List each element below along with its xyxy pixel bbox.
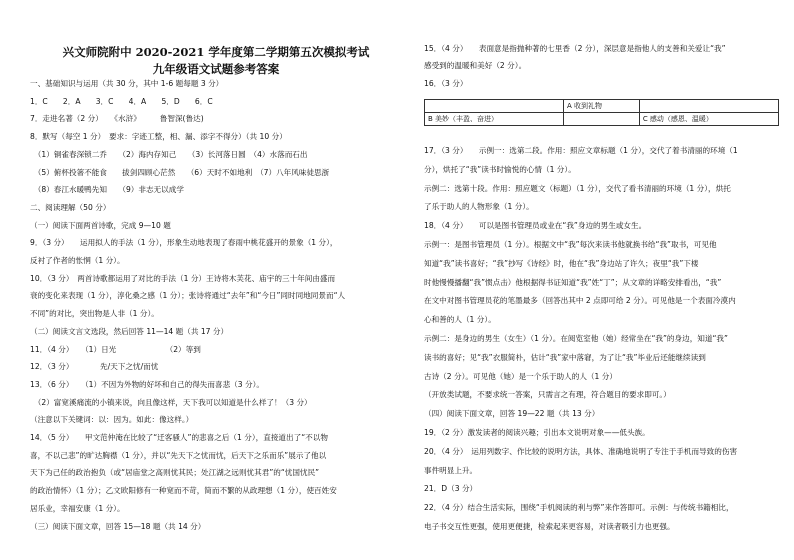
answer-text-line: （8）春江水暖鸭先知 （9）非志无以成学 xyxy=(30,185,184,195)
answer-text-line: （二）阅读文言文选段，然后回答 11—14 题（共 17 分） xyxy=(30,326,229,336)
answer-table-16 xyxy=(424,99,779,126)
table-row xyxy=(425,100,779,113)
answer-text-line: 了乐于助人的人物形象（1 分）。 xyxy=(424,202,534,212)
answer-text-line: 15．（4 分） 表面意是指抛种著的七里香（2 分），深层意是指他人的支善和关爱让“我” xyxy=(424,44,726,53)
table-row xyxy=(425,113,779,126)
answer-text-line: 22．（4 分）结合生活实际，围绕“手机阅读的利与弊”来作答即可。示例：与传统书籍相比， xyxy=(424,503,734,513)
answer-text-line: 17．（3 分） 示例一：选第二段。作用：照应文章标题（1 分），交代了着书清丽的环境（1 xyxy=(424,146,738,155)
table-cell: B 美妙（丰盈、奋进） xyxy=(425,113,564,126)
answer-text-line: （四）阅读下面文章，回答 19—22 题（共 13 分） xyxy=(424,409,600,419)
answer-text-line: （5）俯杯投箸不能食 拔剑四顾心茫然 （6）天时不如地利 （7）八年风味徒思浙 xyxy=(30,167,330,177)
answer-text-line: （一）阅读下面两首诗歌，完成 9—10 题 xyxy=(30,220,171,230)
answer-text-line: 10．（3 分） 两首诗歌都运用了对比的手法（1 分）王诗将木芙花、庙宇的三十年间由盛而 xyxy=(30,273,336,283)
answer-text-line: 21．D（3 分） xyxy=(424,484,478,494)
answer-text-line: 二、阅读理解（50 分） xyxy=(30,202,111,212)
answer-text-line: （2）富宽溪痛流的小镇来说，向且像这样，天下我可以知道是什么样了！（3 分） xyxy=(30,397,312,407)
answer-text-line: 天下为己任的政治抱负（或“居庙堂之高则忧其民；处江湖之远则忧其君”的“忧国忧民” xyxy=(30,468,320,478)
answer-text-line: 分），烘托了“我”读书时愉悦的心情（1 分）。 xyxy=(424,164,576,174)
answer-text-line: 9．（3 分） 运用拟人的手法（1 分），形象生动地表现了春雨中桃花盛开的景象（1 分）， xyxy=(30,238,338,248)
answer-text-line: （开放类试题，不要求统一答案，只需言之有理，符合题目的要求即可。） xyxy=(424,390,671,400)
answer-text-line: 一、基础知识与运用（共 30 分，其中 1-6 题每题 3 分） xyxy=(30,79,224,88)
table-cell xyxy=(639,100,778,113)
answer-text-line: 衰的变化来表现（1 分），淳化桑之感（1 分）；张诗将通过“去年”和“今日”同时同地同景而“人 xyxy=(30,291,346,301)
answer-text-line: 示例二：选第十段。作用：照应题文（标题）（1 分），交代了看书清丽的环境（1 分），烘托 xyxy=(424,183,731,193)
answer-text-line: 8．默写（每空 1 分） 要求：字迹工整，相、漏、添字不得分）（共 10 分） xyxy=(30,132,287,142)
answer-text-line: 时他慢慢播翻“我”惯点击）他根据得书证知道“我”姓“丁”；从文章的详略安排看出，“我” xyxy=(424,277,722,287)
answer-text-line: 19．（2 分）激发读者的阅读兴趣；引出本文说明对象——低头族。 xyxy=(424,428,650,437)
answer-text-line: 事件明显上升。 xyxy=(424,465,478,475)
answer-text-line: 13．（6 分） （1）不因为外物的好坏和自己的得失而喜悲（3 分）。 xyxy=(30,379,264,389)
answer-text-line: 在文中对图书管理员花的笔墨最多（回答出其中 2 点即可给 2 分）。可见他是一个表面冷漠内 xyxy=(424,296,736,306)
answer-text-line: 居乐业，幸福安康（1 分）。 xyxy=(30,503,125,513)
answer-text-line: 知道“我”读书喜好；“我”抄写《诗经》时，他在“我”身边站了许久；夜里“我”下楼 xyxy=(424,258,699,268)
answer-text-line: 不同”的对比，突出物是人非（1 分）。 xyxy=(30,309,159,319)
table-cell xyxy=(564,113,640,126)
answer-text-line: 读书的喜好；见“我”衣服简朴，估计“我”家中落窘，为了让“我”毕业后还能继续读到 xyxy=(424,352,706,362)
answer-text-line: 11．（4 分） （1）日光 （2）等到 xyxy=(30,344,201,354)
table-cell: A 收到礼物 xyxy=(564,100,640,113)
table-cell: C 感动（感恩、温暖） xyxy=(639,113,778,126)
answer-text-line: 的政治情怀）（1 分）；乙文欧阳修有一种宽而不苛，简而不繁的从政理想（1 分），使百姓安 xyxy=(30,486,337,496)
answer-text-line: （三）阅读下面文章，回答 15—18 题（共 14 分） xyxy=(30,521,206,531)
answer-text-line: 古诗（2 分）。可见他（她）是一个乐于助人的人（1 分） xyxy=(424,371,617,381)
answer-text-line: 1．C 2．A 3．C 4．A 5．D 6．C xyxy=(30,96,213,106)
answer-text-line: （注意以下关键词：以：因为。如此：像这样。） xyxy=(30,415,194,425)
answer-text-line: 示例一：是图书管理员（1 分）。根据文中“我”每次来读书他就换书给“我”取书，可见他 xyxy=(424,240,717,249)
answer-text-line: 20．（4 分） 运用列数字、作比较的说明方法，具体、准确地说明了专注于手机而导致的伤害 xyxy=(424,446,738,456)
answer-text-line: （1）铜雀春深锁二乔 （2）海内存知己 （3）长河落日圆 （4）水落而石出 xyxy=(30,149,308,159)
answer-text-line: 反衬了作者的怅惘（1 分）。 xyxy=(30,256,125,265)
answer-text-line: 示例二：是身边的男生（女生）（1 分）。在阅览室他（她）经常坐在“我”的身边，知道“我” xyxy=(424,334,728,343)
document-subtitle: 九年级语文试题参考答案 xyxy=(152,62,280,76)
answer-text-line: 14．（5 分） 甲文范仲淹在比较了“迁客骚人”的悲喜之后（1 分），直接道出了“不以物 xyxy=(30,433,328,442)
answer-text-line: 心和善的人（1 分）。 xyxy=(424,315,496,325)
answer-text-line: 感受到的温暖和美好（2 分）。 xyxy=(424,61,527,71)
document-title: 兴文师院附中 2020-2021 学年度第二学期第五次模拟考试 xyxy=(62,45,370,59)
answer-text-line: 18．（4 分） 可以是图书管理员或业在“我”身边的男生或女生。 xyxy=(424,221,647,231)
answer-text-line: 电子书交互性更强，使用更便捷，检索起来更容易，对读者吸引力也更强。 xyxy=(424,522,675,531)
answer-text-line: 7．走进名著（2 分） 《水浒》 鲁智深(鲁达) xyxy=(30,114,204,124)
answer-text-line: 12．（3 分） 先/天下之忧/而忧 xyxy=(30,362,159,372)
answer-text-line: 喜，不以己悲”的旷达胸襟（1 分），并以“先天下之忧而忧，后天下之乐而乐”展示了他以 xyxy=(30,450,327,460)
answer-text-line: 16．（3 分） xyxy=(424,78,468,88)
table-cell xyxy=(425,100,564,113)
